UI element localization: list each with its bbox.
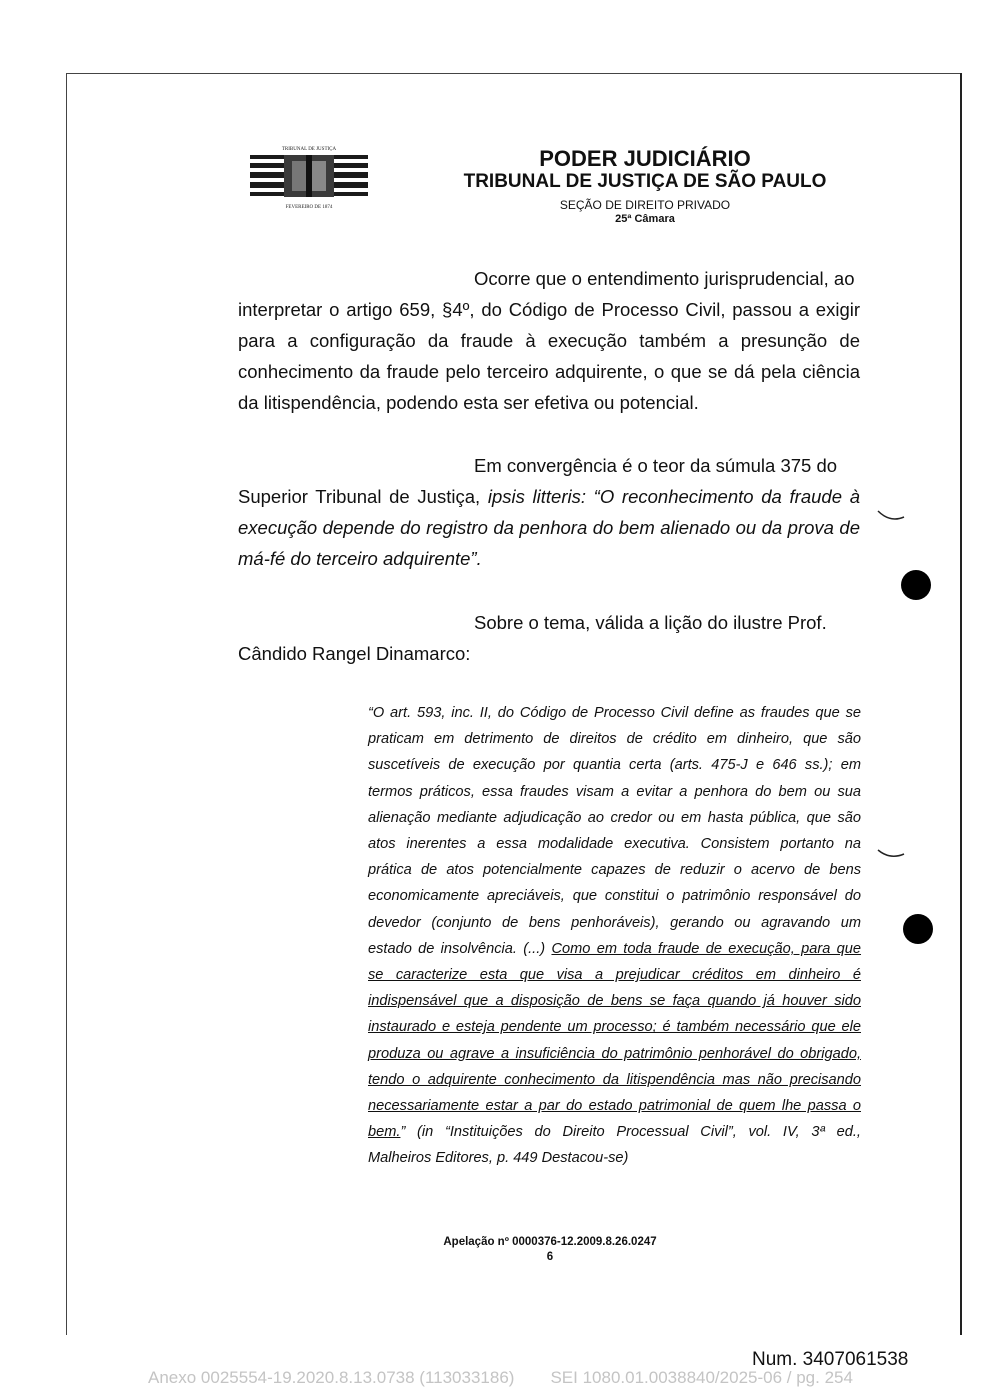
quote-line: prática de atos potencialmente capazes de reduzir o acervo de bens <box>368 862 861 879</box>
text-line: conhecimento da fraude pelo terceiro adquirente, o que se dá pela ciência <box>238 361 860 382</box>
page-number: 6 <box>546 1251 554 1263</box>
page-frame-top <box>66 73 961 74</box>
annex-stamp <box>148 1368 889 1388</box>
quote-line: suscetíveis de execução por quantia certa (arts. 475-J e 646 ss.); em <box>368 757 861 774</box>
quote-line: “O art. 593, inc. II, do Código de Processo Civil define as fraudes que se <box>368 705 861 721</box>
text-line: Sobre o tema, válida a lição do ilustre Prof. <box>474 612 827 633</box>
chamber-title: 25ª Câmara <box>615 213 675 225</box>
court-title: TRIBUNAL DE JUSTIÇA DE SÃO PAULO <box>463 171 827 192</box>
punch-hole <box>901 570 931 600</box>
paragraph-jurisprudence <box>238 263 860 418</box>
text-line: Cândido Rangel Dinamarco: <box>238 643 471 664</box>
text-line: Ocorre que o entendimento jurisprudencial, ao <box>474 268 855 289</box>
text-line <box>238 481 860 512</box>
annex-reference: Anexo 0025554-19.2020.8.13.0738 (113033186) <box>148 1368 515 1387</box>
text-italic: execução depende do registro da penhora do bem alienado ou da prova de <box>238 517 860 538</box>
paragraph-sumula <box>238 450 860 574</box>
text-normal: Superior Tribunal de Justiça, <box>238 486 488 507</box>
quote-highlight-line: instaurado e esteja pendente um processo; é também necessário que ele <box>368 1019 861 1036</box>
seal-bottom-text: FEVEREIRO DE 1874 <box>285 205 333 210</box>
page-frame-left <box>66 73 67 1335</box>
section-title: SEÇÃO DE DIREITO PRIVADO <box>559 198 731 212</box>
text-italic: ipsis litteris: “O reconhecimento da fraude à <box>487 486 860 507</box>
quote-line: devedor (conjunto de bens penhoráveis), gerando ou agravando um <box>368 914 861 931</box>
institution-title: PODER JUDICIÁRIO <box>539 146 751 171</box>
quote-highlight-line: indispensável que a disposição de bens se faça quando já houver sido <box>368 993 861 1010</box>
quote-line: atos inerentes a essa modalidade executiva. Consistem portanto na <box>368 836 861 853</box>
text-line: interpretar o artigo 659, §4º, do Código de Processo Civil, passou a exigir <box>238 299 860 320</box>
quote-highlight-line: tendo o adquirente conhecimento da litispendência mas não precisando <box>368 1071 861 1088</box>
quote-line: termos práticos, essa fraudes visam a evitar a penhora do bem ou sua <box>368 783 861 800</box>
text-line <box>238 543 860 574</box>
document-number: Num. 3407061538 <box>752 1349 909 1370</box>
quote-text: ” (in “Instituições do Direito Processual Civil”, vol. IV, 3ª ed., <box>400 1124 861 1141</box>
punch-hole <box>903 914 933 944</box>
quote-line <box>368 1119 861 1145</box>
block-quote <box>368 700 861 1172</box>
text-line <box>238 512 860 543</box>
quote-highlight-line: produza ou agrave a insuficiência do patrimônio penhorável do obrigado, <box>368 1045 861 1062</box>
quote-line <box>368 936 861 962</box>
page-frame-right <box>960 73 962 1335</box>
quote-highlight: bem. <box>368 1124 401 1141</box>
quote-highlight-line: necessariamente estar a par do estado patrimonial de quem lhe passa o <box>368 1098 861 1115</box>
case-number: Apelação nº 0000376-12.2009.8.26.0247 <box>443 1236 657 1248</box>
sei-reference: SEI 1080.01.0038840/2025-06 / pg. 254 <box>550 1368 853 1387</box>
text-line: Em convergência é o teor da súmula 375 do <box>474 455 838 476</box>
text-line: da litispendência, podendo esta ser efetiva ou potencial. <box>238 392 699 413</box>
court-seal <box>248 142 370 214</box>
quote-highlight-line: se caracterize esta que visa a prejudicar créditos em dinheiro é <box>368 967 861 984</box>
quote-highlight: Como em toda fraude de execução, para que <box>551 940 862 957</box>
quote-line: Malheiros Editores, p. 449 Destacou-se) <box>368 1150 629 1167</box>
paragraph-citation-intro <box>238 607 860 669</box>
text-line: para a configuração da fraude à execução também a presunção de <box>238 330 860 351</box>
staple-mark <box>876 505 906 525</box>
staple-mark <box>876 844 906 864</box>
seal-top-text: TRIBUNAL DE JUSTIÇA <box>281 147 337 152</box>
quote-line: praticam em detrimento de direitos de crédito em dinheiro, que são <box>368 731 861 748</box>
quote-line: alienação mediante adjudicação ao credor ou em hasta pública, que são <box>368 809 861 826</box>
text-italic: má-fé do terceiro adquirente”. <box>238 548 482 569</box>
quote-line: economicamente apreciáveis, que constitui o patrimônio responsável do <box>368 888 861 905</box>
quote-text: estado de insolvência. (...) <box>368 940 552 957</box>
